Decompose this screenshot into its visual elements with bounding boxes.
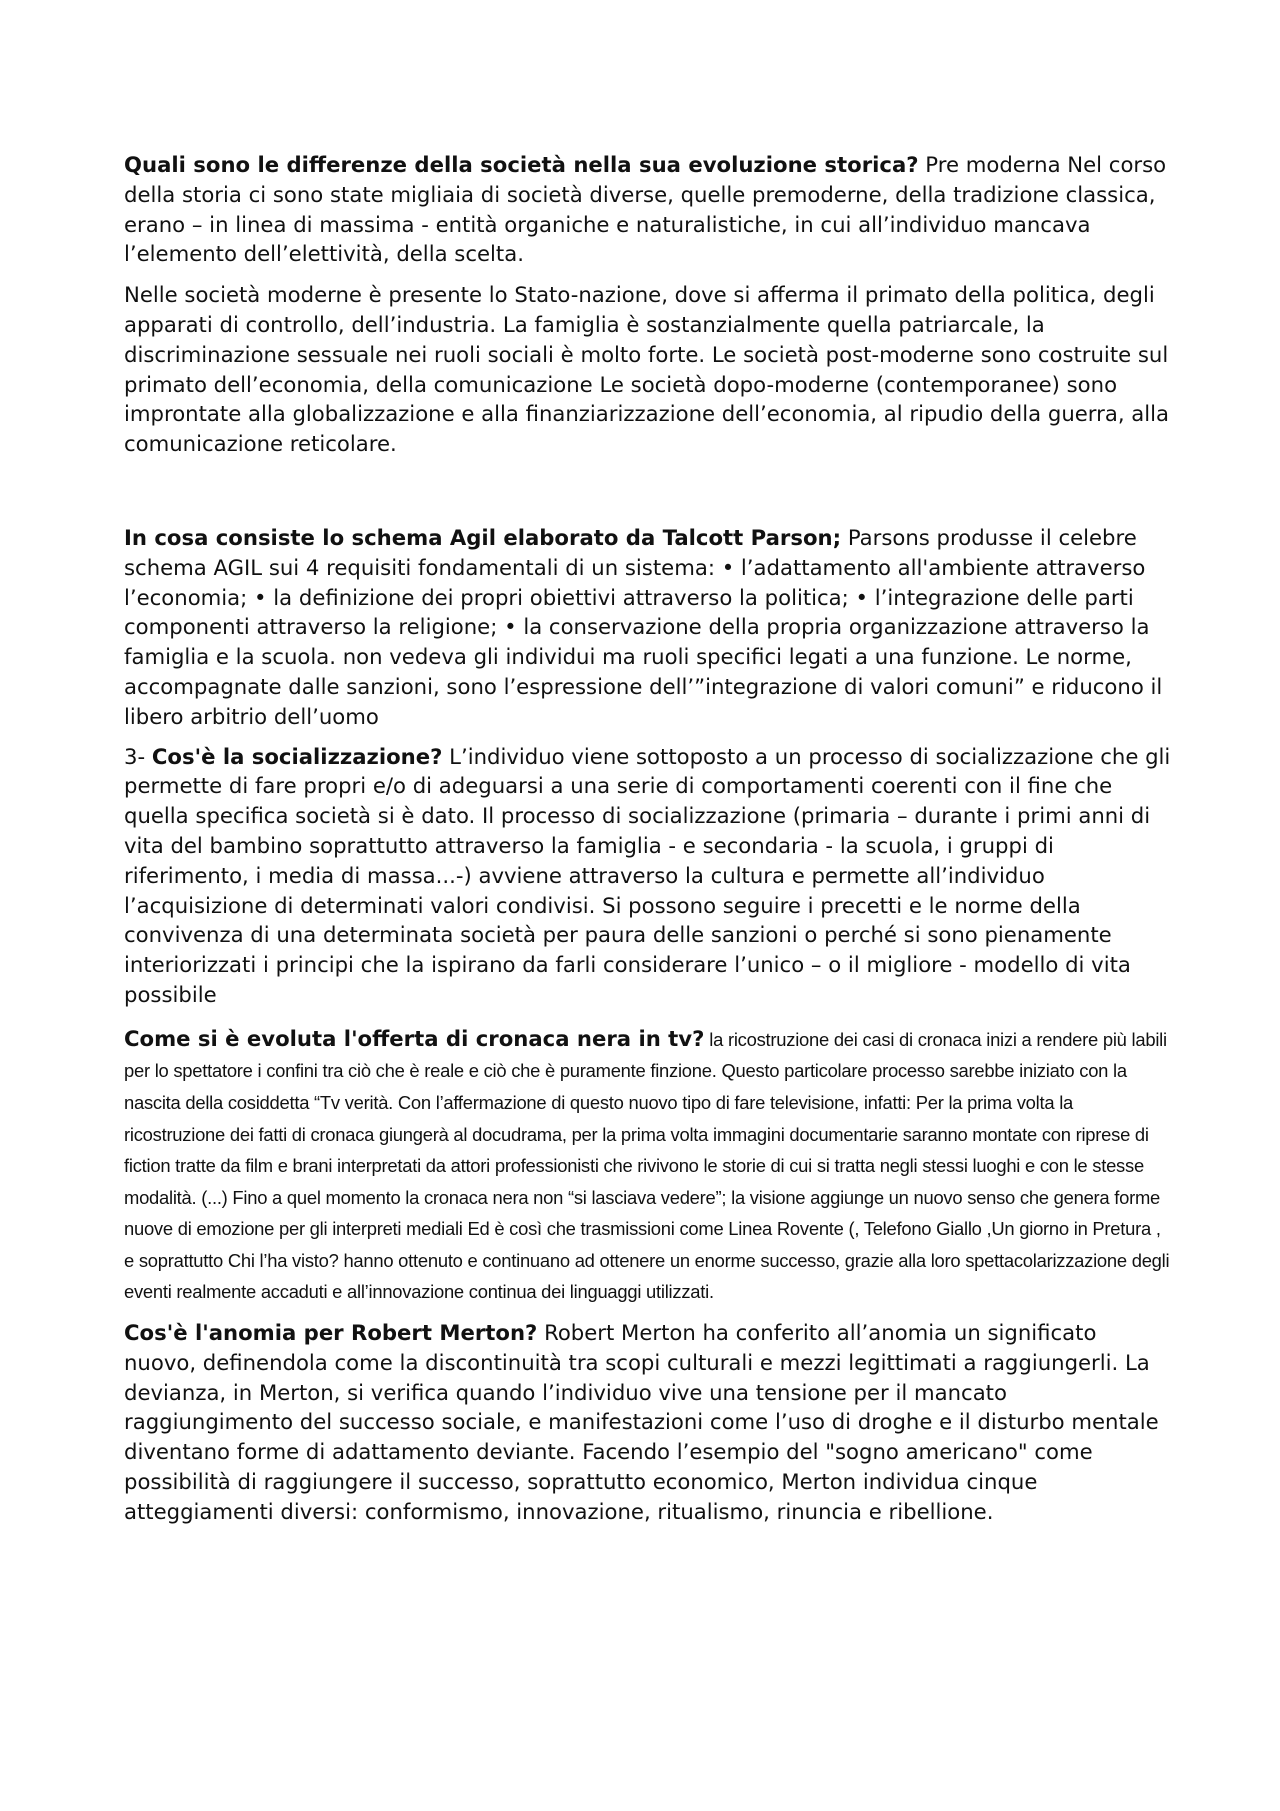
paragraph-society-evolution <box>124 150 1174 269</box>
paragraph-crime-news-tv <box>124 1024 1174 1308</box>
question-heading: Cos'è l'anomia per Robert Merton? <box>124 1320 538 1346</box>
paragraph-text: Nelle società moderne è presente lo Stato-nazione, dove si afferma il primato della politica, degli apparati di controllo, dell’industria. La famiglia è sostanzialmente quella patriarcale, la discriminazione sessuale nei ruoli sociali è molto forte. Le società post-moderne sono costruite sul primato dell’economia, della comunicazione Le società dopo-moderne (contemporanee) sono improntate alla globalizzazione e alla finanziarizzazione dell’economia, al ripudio della guerra, alla comunicazione reticolare. <box>124 282 1170 457</box>
question-heading: Come si è evoluta l'offerta di cronaca nera in tv? <box>124 1025 705 1051</box>
paragraph-text: L’individuo viene sottoposto a un processo di socializzazione che gli permette di fare propri e/o di adeguarsi a una serie di comportamenti coerenti con il fine che quella specifica società si è dato. Il processo di socializzazione (primaria – durante i primi anni di vita del bambino soprattutto attraverso la famiglia - e secondaria - la scuola, i gruppi di riferimento, i media di massa...-) avviene attraverso la cultura e permette all’individuo l’acquisizione di determinati valori condivisi. Si possono seguire i precetti e le norme della convivenza di una determinata società per paura delle sanzioni o perché si sono pienamente interiorizzati i principi che la ispirano da farli considerare l’unico – o il migliore - modello di vita possibile <box>124 743 1171 1007</box>
paragraph-text: Robert Merton ha conferito all’anomia un significato nuovo, definendola come la discontinuità tra scopi culturali e mezzi legittimati a raggiungerli. La devianza, in Merton, si verifica quando l’individuo vive una tensione per il mancato raggiungimento del successo sociale, e manifestazioni come l’uso di droghe e il disturbo mentale diventano forme di adattamento deviante. Facendo l’esempio del "sogno americano" come possibilità di raggiungere il successo, soprattutto economico, Merton individua cinque atteggiamenti diversi: conformismo, innovazione, ritualismo, rinuncia e ribellione. <box>124 1320 1159 1524</box>
paragraph-text: Pre moderna Nel corso della storia ci sono state migliaia di società diverse, quelle premoderne, della tradizione classica, erano – in linea di massima - entità organiche e naturalistiche, in cui all’individuo mancava l’elemento dell’elettività, della scelta. <box>124 152 1167 267</box>
question-number: 3- <box>124 743 152 769</box>
question-heading: Quali sono le differenze della società nella sua evoluzione storica? <box>124 152 919 177</box>
paragraph-merton-anomie <box>124 1318 1174 1527</box>
paragraph-text: Parsons produsse il celebre schema AGIL sui 4 requisiti fondamentali di un sistema: • l’adattamento all'ambiente attraverso l’economia; • la definizione dei propri obiettivi attraverso la politica; • l’integrazione delle parti componenti attraverso la religione; • la conservazione della propria organizzazione attraverso la famiglia e la scuola. non vedeva gli individui ma ruoli specifici legati a una funzione. Le norme, accompagnate dalle sanzioni, sono l’espressione dell’”integrazione di valori comuni” e riducono il libero arbitrio dell’uomo <box>124 524 1163 729</box>
document-page <box>124 150 1174 1527</box>
question-heading: Cos'è la socializzazione? <box>151 743 443 769</box>
question-heading: In cosa consiste lo schema Agil elaborato da Talcott Parson; <box>124 524 842 550</box>
paragraph-text: la ricostruzione dei casi di cronaca inizi a rendere più labili per lo spettatore i confini tra ciò che è reale e ciò che è puramente finzione. Questo particolare processo sarebbe iniziato con la nascita della cosiddetta “Tv verità. Con l’affermazione di questo nuovo tipo di fare televisione, infatti: Per la prima volta la ricostruzione dei fatti di cronaca giungerà al docudrama, per la prima volta immagini documentarie saranno montate con riprese di fiction tratte da film e brani interpretati da attori professionisti che rivivono le storie di cui si tratta negli stessi luoghi e con le stesse modalità. (...) Fino a quel momento la cronaca nera non “si lasciava vedere”; la visione aggiunge un nuovo senso che genera forme nuove di emozione per gli interpreti mediali Ed è così che trasmissioni come Linea Rovente (, Telefono Giallo ,Un giorno in Pretura , e soprattutto Chi l’ha visto? hanno ottenuto e continuano ad ottenere un enorme successo, grazie alla loro spettacolarizzazione degli eventi realmente accaduti e all’innovazione continua dei linguaggi utilizzati. <box>124 1028 1170 1303</box>
paragraph-agil-schema <box>124 523 1174 732</box>
paragraph-socialization <box>124 742 1174 1010</box>
paragraph-modern-societies <box>124 280 1174 459</box>
